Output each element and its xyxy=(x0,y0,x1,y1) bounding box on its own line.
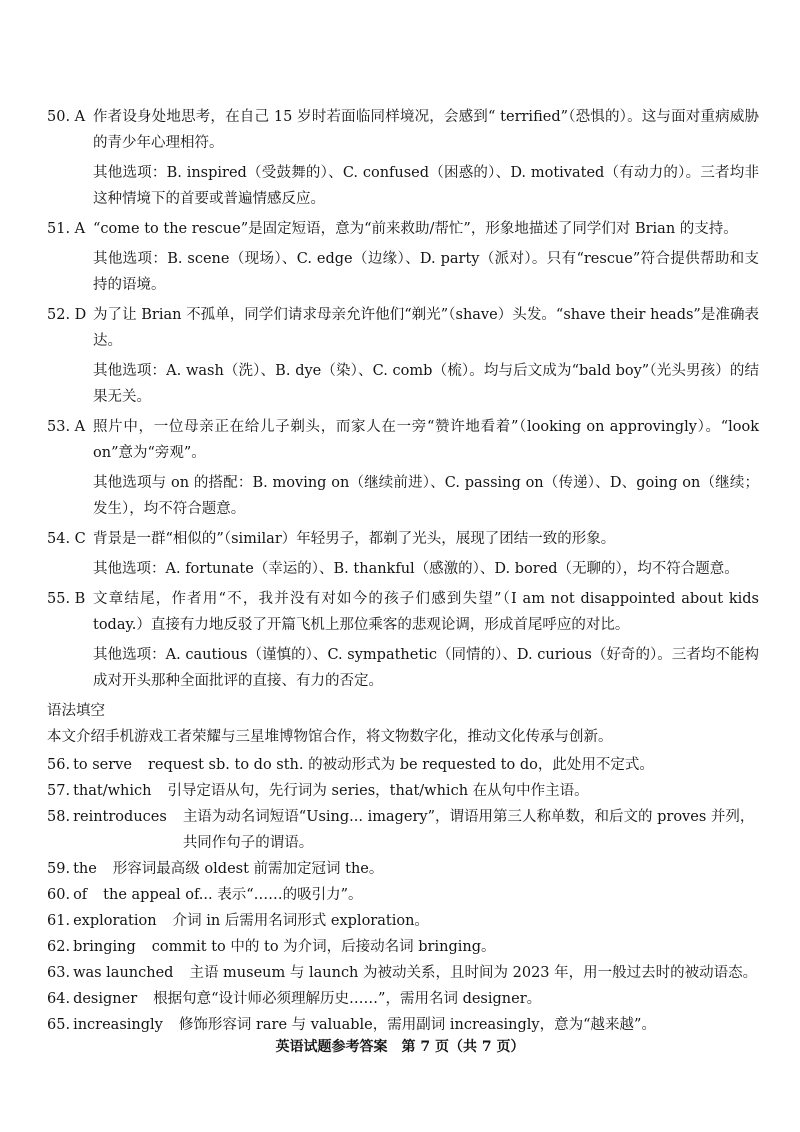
answer-word: to serve xyxy=(73,757,132,773)
other-options-paragraph: 其他选项与 on 的搭配：B. moving on（继续前进）、C. passing on（传递）、D、going on（继续；发生），均不符合题意。 xyxy=(93,475,759,517)
explanation-paragraph: 文章结尾，作者用“不，我并没有对如今的孩子们感到失望”（I am not disappointed about kids today.）直接有力地反驳了开篇飞机上那位乘客的悲观论调，形成首尾呼应的对比。 xyxy=(93,591,759,633)
answer-explanation: commit to 中的 to 为介词，后接动名词 bringing。 xyxy=(151,939,496,955)
answer-word: that/which xyxy=(73,783,152,799)
other-options-paragraph: 其他选项：A. cautious（谨慎的）、C. sympathetic（同情的）、D. curious（好奇的）。三者均不能构成对开头那种全面批评的直接、有力的否定。 xyxy=(93,647,759,689)
page-footer: 英语试题参考答案 第 7 页（共 7 页） xyxy=(275,1039,525,1055)
answer-word: bringing xyxy=(73,939,136,955)
answer-explanation: request sb. to do sth. 的被动形式为 be requested to do，此处用不定式。 xyxy=(147,757,654,773)
answer-word: exploration xyxy=(73,913,157,929)
question-number: 58. xyxy=(47,809,71,825)
question-number: 57. xyxy=(47,783,71,799)
answer-explanation: 介词 in 后需用名词形式 exploration。 xyxy=(172,913,429,929)
grammar-section-title: 语法填空 xyxy=(47,703,105,719)
question-number: 62. xyxy=(47,939,71,955)
answer-word: of xyxy=(73,887,88,903)
question-number: 55. B xyxy=(47,591,86,607)
answer-word: was launched xyxy=(73,965,174,981)
answer-item-55 xyxy=(47,586,759,694)
answer-explanation xyxy=(93,586,759,694)
explanation-paragraph: 照片中，一位母亲正在给儿子剃头，而家人在一旁“赞许地看着”（looking on approvingly）。“look on”意为“旁观”。 xyxy=(93,419,759,461)
answer-explanation xyxy=(93,302,759,410)
grammar-item-58 xyxy=(47,804,759,856)
other-options-paragraph: 其他选项：B. inspired（受鼓舞的）、C. confused（困惑的）、D. motivated（有动力的）。三者均非这种情境下的首要或普遍情感反应。 xyxy=(93,165,759,207)
answer-item-52 xyxy=(47,302,759,410)
grammar-item-59 xyxy=(47,856,759,882)
question-number: 59. xyxy=(47,861,71,877)
grammar-item-60 xyxy=(47,882,759,908)
grammar-item-61 xyxy=(47,908,759,934)
answer-word: increasingly xyxy=(73,1017,163,1033)
answer-word: reintroduces xyxy=(73,809,167,825)
question-number: 53. A xyxy=(47,419,86,435)
question-number: 52. D xyxy=(47,307,87,323)
other-options-paragraph: 其他选项：A. wash（洗）、B. dye（染）、C. comb（梳）。均与后文成为“bald boy”（光头男孩）的结果无关。 xyxy=(93,363,759,405)
grammar-answer-list xyxy=(47,752,759,1038)
grammar-intro: 本文介绍手机游戏工者荣耀与三星堆博物馆合作，将文物数字化，推动文化传承与创新。 xyxy=(47,729,613,745)
question-number: 54. C xyxy=(47,531,86,547)
explanation-paragraph: 背景是一群“相似的”（similar）年轻男子，都剃了光头，展现了团结一致的形象。 xyxy=(93,531,616,547)
answer-explanation: 根据句意“设计师必须理解历史……”，需用名词 designer。 xyxy=(153,991,542,1007)
answer-explanation: 主语为动名词短语“Using... imagery”，谓语用第三人称单数，和后文的 proves 并列，共同作句子的谓语。 xyxy=(182,809,755,851)
answer-explanation: 形容词最高级 oldest 前需加定冠词 the。 xyxy=(112,861,384,877)
answer-explanation: 引导定语从句，先行词为 series，that/which 在从句中作主语。 xyxy=(167,783,589,799)
answer-explanation: 修饰形容词 rare 与 valuable，需用副词 increasingly，意为“越来越”。 xyxy=(178,1017,656,1033)
question-number: 61. xyxy=(47,913,71,929)
question-number: 64. xyxy=(47,991,71,1007)
question-number: 50. A xyxy=(47,109,86,125)
grammar-item-56 xyxy=(47,752,759,778)
question-number: 63. xyxy=(47,965,71,981)
explanation-paragraph: 作者设身处地思考，在自己 15 岁时若面临同样境况，会感到“ terrified”（恐惧的）。这与面对重病威胁的青少年心理相符。 xyxy=(93,109,759,151)
answer-word: designer xyxy=(73,991,138,1007)
explanation-paragraph: 为了让 Brian 不孤单，同学们请求母亲允许他们“剃光”（shave）头发。“shave their heads”是准确表达。 xyxy=(93,307,759,349)
other-options-paragraph: 其他选项：B. scene（现场）、C. edge（边缘）、D. party（派对）。只有“rescue”符合提供帮助和支持的语境。 xyxy=(93,251,759,293)
question-number: 51. A xyxy=(47,221,86,237)
answer-key-page xyxy=(47,104,759,1038)
answer-explanation xyxy=(93,216,759,298)
answer-item-54 xyxy=(47,526,759,582)
answer-item-50 xyxy=(47,104,759,212)
answer-word: the xyxy=(73,861,97,877)
answer-explanation: 主语 museum 与 launch 为被动关系，且时间为 2023 年，用一般过去时的被动语态。 xyxy=(189,965,758,981)
answer-explanation xyxy=(93,414,759,522)
answer-item-51 xyxy=(47,216,759,298)
question-number: 65. xyxy=(47,1017,71,1033)
answer-explanation: the appeal of... 表示“……的吸引力”。 xyxy=(103,887,363,903)
other-options-paragraph: 其他选项：A. fortunate（幸运的）、B. thankful（感激的）、D. bored（无聊的），均不符合题意。 xyxy=(93,561,739,577)
question-number: 56. xyxy=(47,757,71,773)
grammar-item-64 xyxy=(47,986,759,1012)
grammar-item-62 xyxy=(47,934,759,960)
grammar-item-57 xyxy=(47,778,759,804)
question-number: 60. xyxy=(47,887,71,903)
explanation-paragraph: “come to the rescue”是固定短语，意为“前来救助/帮忙”，形象地描述了同学们对 Brian 的支持。 xyxy=(93,221,738,237)
answer-explanation xyxy=(93,526,759,582)
answer-item-53 xyxy=(47,414,759,522)
grammar-item-63 xyxy=(47,960,759,986)
answer-explanation xyxy=(93,104,759,212)
